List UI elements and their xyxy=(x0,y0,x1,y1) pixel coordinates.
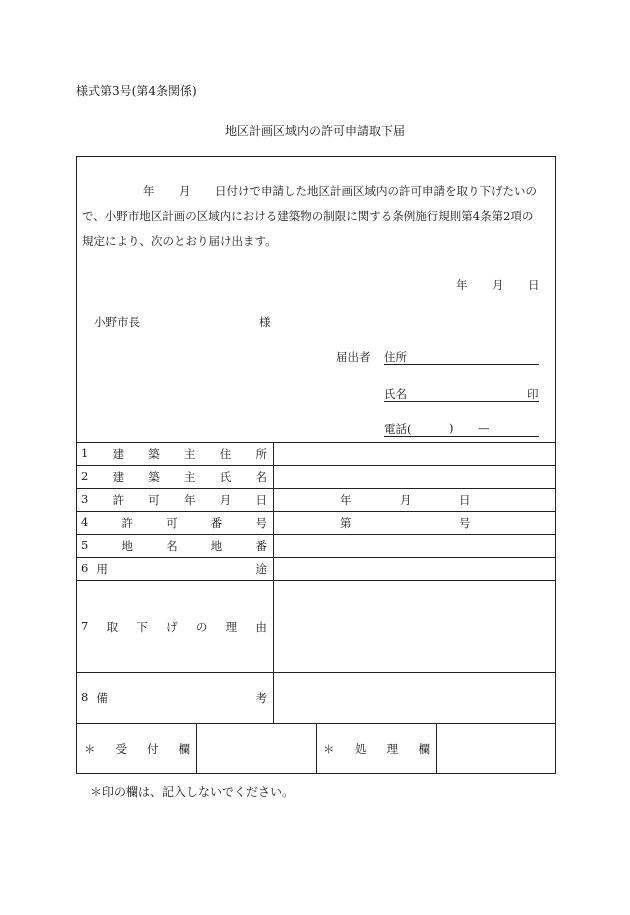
notifier-name-label: 氏名 xyxy=(384,387,407,401)
addressee-honorific: 様 xyxy=(259,315,271,329)
submission-year: 年 xyxy=(456,278,468,292)
notifier-label: 届出者 xyxy=(336,350,371,364)
office-divider xyxy=(436,723,437,774)
permit-month: 月 xyxy=(400,493,412,507)
intro-line1: 日付けで申請した地区計画区域内の許可申請を取り下げたいの xyxy=(215,184,537,198)
row-label-3: 3 許 可 年 月 日 xyxy=(81,492,267,507)
intro-line3: 規定により、次のとおり届け出ます。 xyxy=(82,234,277,248)
builder-address-input[interactable] xyxy=(274,443,555,465)
permit-number-suffix: 号 xyxy=(459,516,471,530)
intro-month: 月 xyxy=(179,184,191,198)
form-number: 様式第3号(第4条関係) xyxy=(76,84,197,98)
phone-underline xyxy=(384,436,539,437)
notifier-phone-label: 電話( xyxy=(384,422,412,436)
row-label-5: 5 地 名 地 番 xyxy=(81,538,267,553)
intro-year: 年 xyxy=(143,184,155,198)
reception-label: ＊ 受 付 欄 xyxy=(84,742,190,756)
office-divider xyxy=(316,723,317,774)
row-label-1: 1 建 築 主 住 所 xyxy=(81,446,267,461)
permit-day: 日 xyxy=(459,493,471,507)
row-label-8: 8 備 考 xyxy=(81,690,267,705)
office-divider xyxy=(196,723,197,774)
submission-day: 日 xyxy=(528,278,540,292)
phone-dash: — xyxy=(478,421,490,435)
builder-name-input[interactable] xyxy=(274,466,555,488)
seal-mark: 印 xyxy=(527,387,539,401)
address-underline xyxy=(384,364,539,365)
row-label-2: 2 建 築 主 氏 名 xyxy=(81,469,267,484)
permit-year: 年 xyxy=(340,493,352,507)
permit-number-prefix: 第 xyxy=(340,516,352,530)
withdrawal-reason-input[interactable] xyxy=(274,581,555,672)
notifier-address-label: 住所 xyxy=(384,350,407,364)
submission-month: 月 xyxy=(492,278,504,292)
row-label-6: 6 用 途 xyxy=(81,561,267,576)
row-divider xyxy=(76,511,556,512)
name-underline xyxy=(384,401,539,402)
row-divider xyxy=(76,488,556,489)
phone-paren-close: ) xyxy=(449,421,454,435)
row-label-4: 4 許 可 番 号 xyxy=(81,515,267,530)
use-input[interactable] xyxy=(274,558,555,580)
processing-label: ＊ 処 理 欄 xyxy=(323,742,430,756)
lot-number-input[interactable] xyxy=(274,535,555,557)
page-title: 地区計画区域内の許可申請取下届 xyxy=(224,124,405,138)
addressee-name: 小野市長 xyxy=(94,315,140,329)
remarks-input[interactable] xyxy=(274,673,555,723)
row-label-7: 7 取 下 げ の 理 由 xyxy=(81,619,267,634)
footnote: ＊印の欄は、記入しないでください。 xyxy=(90,785,295,799)
intro-line2: で、小野市地区計画の区域内における建築物の制限に関する条例施行規則第4条第2項の xyxy=(82,209,534,223)
